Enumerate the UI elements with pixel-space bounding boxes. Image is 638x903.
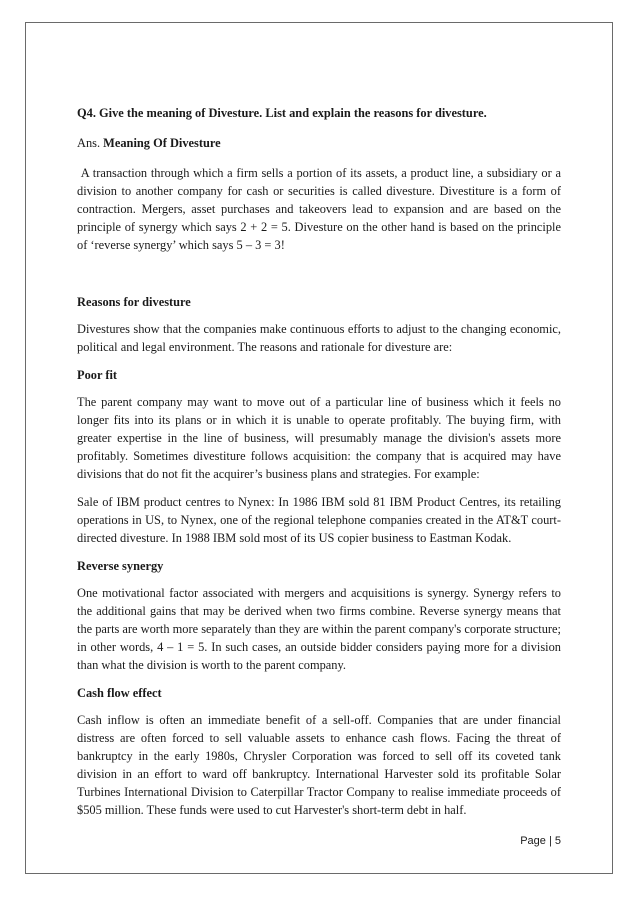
reverse-synergy-heading: Reverse synergy (77, 559, 164, 573)
answer-heading-line (77, 134, 561, 152)
meaning-text: A transaction through which a firm sells a portion of its assets, a product line, a subsidiary or a division to another company for cash or securities is called divesture. Divestiture is a form of contraction. Mergers, asset purchases and takeovers lead to expansion and are based on the principle of synergy which says 2 + 2 = 5. Divesture on the other hand is based on the principle of ‘reverse synergy’ which says 5 – 3 = 3! (77, 166, 561, 252)
meaning-paragraph (77, 164, 561, 254)
question-title: Q4. Give the meaning of Divesture. List and explain the reasons for divesture. (77, 106, 487, 120)
reverse-synergy-paragraph: One motivational factor associated with mergers and acquisitions is synergy. Synergy refers to the additional gains that may be derived when two firms combine. Reverse synergy means that the parts are worth more separately than they are within the parent company's corporate structure; in other words, 4 – 1 = 5. In such cases, an outside bidder considers paying more for a division than what the division is worth to the parent company. (77, 586, 561, 672)
cash-flow-paragraph: Cash inflow is often an immediate benefit of a sell-off. Companies that are under financial distress are often forced to sell valuable assets to enhance cash flows. Facing the threat of bankruptcy in the early 1980s, Chrysler Corporation was forced to sell off its coveted tank division in an effort to ward off bankruptcy. International Harvester sold its profitable Solar Turbines International Division to Caterpillar Tractor Company to realise immediate proceeds of $505 million. These funds were used to cut Harvester's short-term debt in half. (77, 713, 561, 817)
poor-fit-paragraph-1: The parent company may want to move out of a particular line of business which it feels no longer fits into its plans or in which it is unable to operate profitably. The buying firm, with greater expertise in the line of business, will presumably manage the division's assets more profitably. Sometimes divestiture follows acquisition: the company that is acquired may have divisions that do not fit the acquirer’s business plans and strategies. For example: (77, 395, 561, 481)
document-body (77, 104, 561, 829)
page-number: Page | 5 (520, 835, 561, 847)
cash-flow-heading: Cash flow effect (77, 686, 162, 700)
section-spacer (77, 264, 561, 293)
poor-fit-paragraph-2: Sale of IBM product centres to Nynex: In 1986 IBM sold 81 IBM Product Centres, its retailing operations in US, to Nynex, one of the regional telephone companies created in the AT&T court-directed divesture. In 1988 IBM sold most of its US copier business to Eastman Kodak. (77, 495, 561, 545)
meaning-heading: Meaning Of Divesture (103, 136, 221, 150)
answer-prefix: Ans. (77, 136, 104, 150)
reasons-heading: Reasons for divesture (77, 295, 191, 309)
reasons-intro: Divestures show that the companies make continuous efforts to adjust to the changing economic, political and legal environment. The reasons and rationale for divesture are: (77, 322, 561, 354)
poor-fit-heading: Poor fit (77, 368, 118, 382)
